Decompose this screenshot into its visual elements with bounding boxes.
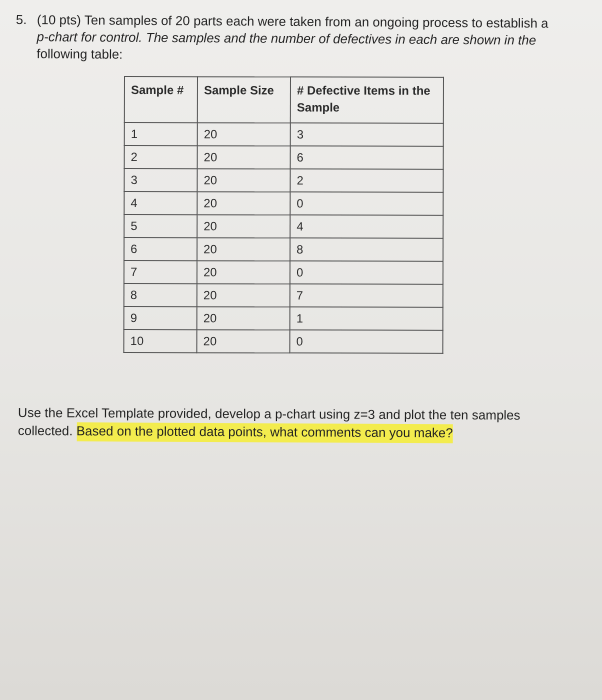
table-row: [124, 146, 443, 170]
question-line-3: following table:: [36, 46, 123, 62]
cell-sample-size: 20: [197, 307, 290, 330]
question-number: 5.: [15, 11, 27, 28]
cell-defectives: 7: [290, 284, 443, 307]
question-block: [16, 11, 576, 66]
header-defective-items: # Defective Items in the Sample: [290, 77, 443, 123]
cell-defectives: 3: [290, 123, 443, 146]
cell-sample-size: 20: [197, 192, 290, 215]
cell-sample-number: 8: [124, 284, 197, 307]
cell-defectives: 4: [290, 215, 443, 238]
cell-sample-number: 4: [124, 192, 197, 215]
question-line-2-text: p-chart for control. The samples and the number of defectives in each are shown in the: [36, 29, 537, 48]
cell-sample-size: 20: [197, 123, 290, 146]
cell-sample-size: 20: [197, 284, 290, 307]
table-row: [124, 238, 443, 262]
cell-defectives: 6: [290, 146, 443, 169]
cell-sample-number: 3: [124, 169, 197, 192]
table-row: [124, 123, 443, 147]
cell-sample-number: 5: [124, 215, 197, 238]
cell-sample-number: 10: [124, 330, 197, 353]
instruction-plain-text: collected.: [17, 422, 73, 439]
question-text: [37, 11, 576, 66]
instruction-line-1: Use the Excel Template provided, develop a p-chart using z=3 and plot the ten samples: [17, 405, 521, 423]
table-row: [124, 330, 443, 354]
table-row: [124, 307, 443, 331]
cell-defectives: 2: [290, 169, 443, 192]
highlighted-question: Based on the plotted data points, what comments can you make?: [76, 422, 453, 443]
defects-table-container: [123, 76, 444, 354]
cell-sample-number: 6: [124, 238, 197, 261]
table-row: [124, 261, 443, 285]
table-header-row: [124, 77, 443, 124]
cell-sample-number: 7: [124, 261, 197, 284]
cell-defectives: 1: [290, 307, 443, 330]
cell-sample-number: 1: [124, 123, 197, 146]
cell-sample-size: 20: [197, 238, 290, 261]
table-row: [124, 192, 443, 216]
instruction-line-2: [18, 422, 578, 443]
cell-sample-size: 20: [197, 330, 290, 353]
instruction-block: [18, 404, 578, 443]
question-line-1: (10 pts) Ten samples of 20 parts each were taken from an ongoing process to establish a: [36, 12, 549, 31]
cell-sample-number: 9: [124, 307, 197, 330]
cell-sample-size: 20: [197, 169, 290, 192]
cell-sample-size: 20: [197, 261, 290, 284]
cell-defectives: 0: [290, 192, 443, 215]
cell-sample-size: 20: [197, 146, 290, 169]
defects-table: [123, 76, 444, 354]
table-row: [124, 284, 443, 308]
cell-defectives: 0: [290, 330, 443, 353]
cell-sample-number: 2: [124, 146, 197, 169]
header-sample-size: Sample Size: [197, 77, 290, 123]
cell-defectives: 8: [290, 238, 443, 261]
header-sample-number: Sample #: [124, 77, 197, 123]
cell-defectives: 0: [290, 261, 443, 284]
table-row: [124, 169, 443, 193]
cell-sample-size: 20: [197, 215, 290, 238]
table-row: [124, 215, 443, 239]
